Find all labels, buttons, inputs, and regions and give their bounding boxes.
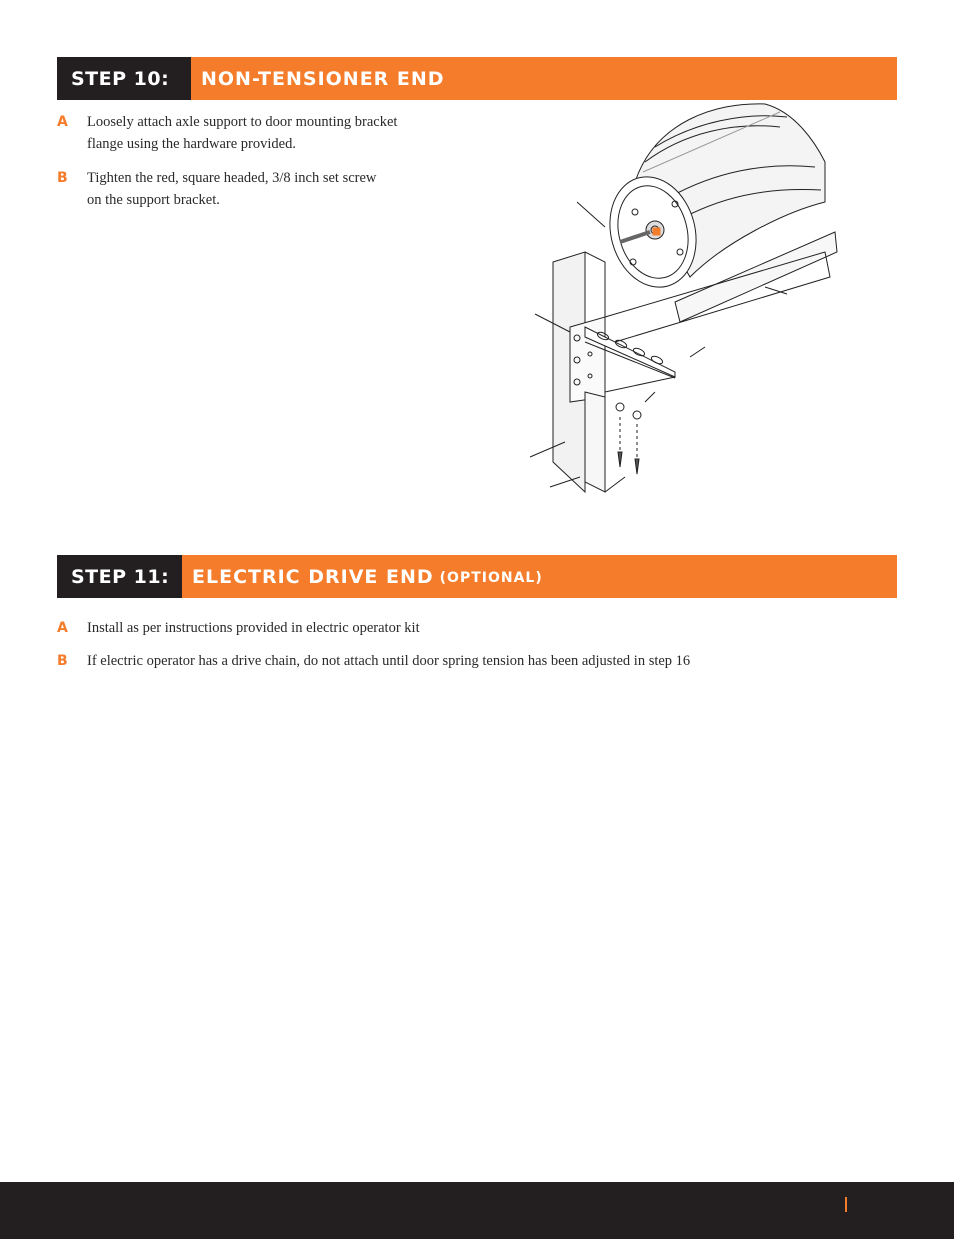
- step10-number: STEP 10:: [57, 57, 191, 100]
- step10-item-a: [57, 111, 397, 155]
- step10-item-b-text: [87, 167, 376, 211]
- step11-title-subtitle: (OPTIONAL): [439, 570, 543, 586]
- step10-item-a-text: [87, 111, 397, 155]
- step11-item-b-text: If electric operator has a drive chain, do not attach until door spring tension has been adjusted in step 16: [87, 653, 691, 669]
- step11-item-a: [57, 617, 420, 639]
- step10-item-a-line1: Loosely attach axle support to door mounting bracket: [87, 114, 398, 130]
- non-tensioner-end-illustration: [525, 102, 845, 497]
- step11-title: [182, 555, 543, 598]
- step11-header: [57, 555, 897, 598]
- step10-header: [57, 57, 897, 100]
- step11-item-b-letter: B: [57, 653, 68, 669]
- step10-item-b-letter: B: [57, 170, 68, 186]
- step11-item-a-letter: A: [57, 620, 68, 636]
- step11-number: STEP 11:: [57, 555, 182, 598]
- step10-title: NON-TENSIONER END: [201, 67, 445, 90]
- step10-item-b-line1: Tighten the red, square headed, 3/8 inch set screw: [87, 170, 377, 186]
- page-footer: [0, 1182, 954, 1239]
- step10-item-a-line2: flange using the hardware provided.: [87, 136, 296, 152]
- footer-divider-mark: [845, 1197, 847, 1212]
- step11-title-main: ELECTRIC DRIVE END: [192, 565, 434, 588]
- step10-item-b: [57, 167, 376, 211]
- step10-item-b-line2: on the support bracket.: [87, 192, 220, 208]
- step11-item-b: [57, 650, 690, 672]
- step11-item-a-text: Install as per instructions provided in electric operator kit: [87, 620, 420, 636]
- step10-item-a-letter: A: [57, 114, 68, 130]
